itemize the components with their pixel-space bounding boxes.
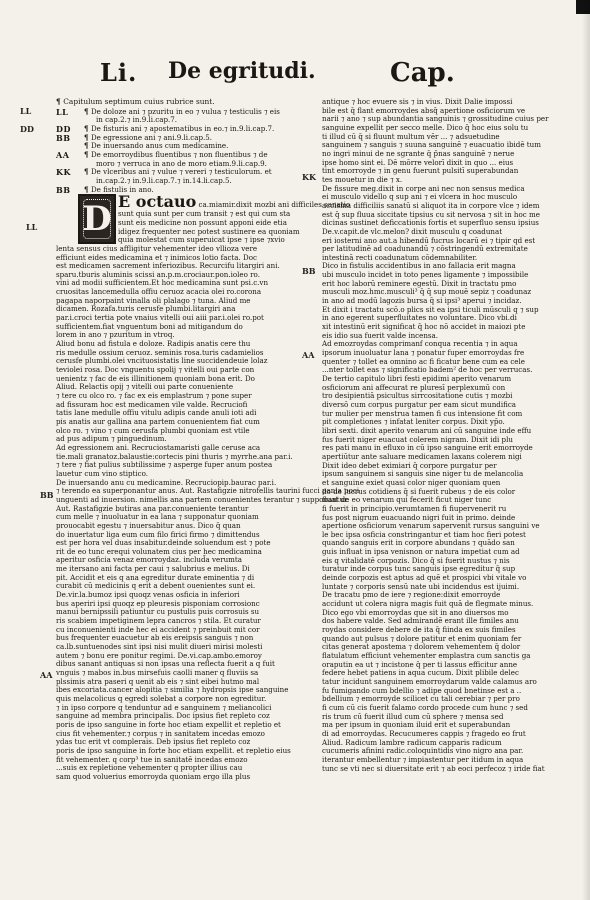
body-line: De tracatu pmo de iere ⁊ regione:dixit emorroyde xyxy=(322,590,501,600)
body-line: vnguis ⁊ mabos in.bus mirsefuis caolli maner q fluviis sa xyxy=(56,668,259,677)
pilcrow-icon: ¶ xyxy=(56,97,64,106)
body-line: dibus sanant antiquas si non ipsas una reflecta fuerit a q fuit xyxy=(56,659,275,669)
body-line: De inuersando anu cu medicamine. Recruciopip.baurac par.i. xyxy=(56,477,277,487)
body-line: tatur incidunt sanguinem emorroydarum valde calamus aro xyxy=(322,676,537,686)
body-line: dicamen. Rozafa.turis cerusfe plumbi.litargiri ana xyxy=(56,304,236,314)
body-line: et sanguine exiet quasi color niger quoniam quen xyxy=(322,477,501,487)
body-line: fit vehementer. q corp³ tue in sanitatē incedas emozo xyxy=(56,754,248,764)
body-line: cius fit vehementer.⁊ corpus ⁊ in sanitatem incedas emozo xyxy=(56,728,265,738)
body-line: sanguinem ⁊ sanguis ⁊ suuna sanguinē ⁊ euacuatio ibidē tum xyxy=(322,140,541,150)
body-line: Dico in fistulis accidentibus in ano fallacia erit magna xyxy=(322,261,516,271)
body-line: est per hora vel duas insabitur.deinde soluendum est ⁊ pote xyxy=(56,538,271,548)
body-line: me itersano ani facta per caui ⁊ salubrius e melius. Di xyxy=(56,564,250,574)
index-letter: LL xyxy=(56,106,69,117)
body-line: ad fissuram hoc est medicamen vile valde. Recruciofi xyxy=(56,399,248,409)
body-line: deinde corpozis est aptus ad quē et prospici vbi vitale vo xyxy=(322,573,527,583)
body-line: tro desipientiā psicultus sirrcositatione cutis ⁊ mozbi xyxy=(322,391,513,401)
body-line: poris de ipso sanguine in forte hoc etiam expellit et repletio et xyxy=(56,719,281,729)
body-line: sufficientem.fiat vnguentum boni ad mitigandum do xyxy=(56,321,243,331)
pilcrow-icon: ¶ xyxy=(84,167,91,177)
body-line: do de lucrus cotidiens q̄ si fuerit rubeus ⁊ de eis color xyxy=(322,486,516,496)
body-line: bus frequenter euacuetur ab eis ereipsis sanguis ⁊ non xyxy=(56,633,254,643)
body-line: citas generat apostema ⁊ dolorem vehementem q̄ dolor xyxy=(322,642,521,652)
body-line: quia molestat cum superuicat ipse ⁊ ipse ⁊xvio xyxy=(118,235,285,245)
pilcrow-icon: ¶ xyxy=(84,123,91,133)
body-line: sparu.tburis aluminis scissi an.p.m.crociaur.pon.ioleo ro. xyxy=(56,269,260,279)
body-line: antique ⁊ hoc evuere sis ⁊ in vius. Dixit Dalie impossi xyxy=(322,97,513,106)
body-line: in ano ad modū lagozis bursa q̄ si ipsi³ aperui ⁊ incidaz. xyxy=(322,296,522,306)
body-line: prouocabit egestu ⁊ inuersabitur anus. Dico q̄ quan xyxy=(56,520,241,530)
body-line: ti illud cū q̄ si fluunt multum vēr ... ⁊ adsuetudine xyxy=(322,131,500,141)
body-line: vini ad modii sufficientem.Et hoc medicamina sunt psi.c.vn xyxy=(56,278,269,288)
index-text: De inuersando anus cum medicamine. xyxy=(90,141,229,151)
body-line: idigez frequenter nec potest sustinere ea quoniam xyxy=(118,226,300,236)
index-letter: KK xyxy=(56,167,71,178)
body-line: De.vir.la.bumoz ipsi quoqz venas osficia in inferiori xyxy=(56,590,240,600)
body-line: dos habere valde. Sed admirandē erant ille fimiles anu xyxy=(322,616,519,626)
body-line: sam quod voluerius emorroyda quoniam ergo illa plus xyxy=(56,771,251,781)
body-line: est q̄ sup fluua siccitate tipsius cu sit nervosa ⁊ sit in hoc me xyxy=(322,209,540,219)
body-line: ma per ipsum in quoniam iluid erit et superabundan xyxy=(322,720,511,730)
body-line: tur mulier per menstrua tamen fi cus intensione fit com xyxy=(322,408,523,418)
index-text: De egressione ani ⁊ ani.9.li.cap.5. xyxy=(90,132,213,142)
pilcrow-icon: ¶ xyxy=(84,106,91,116)
right-column xyxy=(322,98,552,773)
running-head xyxy=(90,56,560,96)
running-chapter: Cap. xyxy=(390,58,455,88)
body-line: Ad emozroydas comprimanf conqua recentia ⁊ in aqua xyxy=(322,339,518,349)
body-line: ⁊ in ipso corpore q tenduntur ad e sanguinem ⁊ meliancolici xyxy=(56,702,272,712)
body-line: ⁊ tere cu olco ro. ⁊ fac ex eis emplastrum ⁊ pone super xyxy=(56,391,252,400)
body-line: flatulatum efficiunt vehementer emplastra cum sanctis ga xyxy=(322,651,531,660)
pilcrow-icon: ¶ xyxy=(84,132,91,142)
initial-letter: D xyxy=(82,198,112,239)
left-column xyxy=(56,97,360,782)
body-line: apertiūtur ante saluare medicamen laxans colerem nigi xyxy=(322,451,522,461)
rubric-index xyxy=(56,108,308,195)
body-line: rit de eo tunc erequi volunatem cius per hec medicamina xyxy=(56,546,262,556)
margin-note: LL xyxy=(20,106,32,116)
body-line: autem ⁊ bonu ere ponitur regimi. De.vi.cap.ambo.emoroy xyxy=(56,650,262,660)
body-line: musculi moz.hmc.musculi³ q̄ q̄ sup mouē sepiz ⁊ coadunaz xyxy=(322,287,532,297)
body-line: cruositas lancemedulla offiu ceruoz acacia olei ro.corona xyxy=(56,287,262,297)
body-line: federe hebet patiens in aqua cucum. Dixit plibile delec xyxy=(322,668,519,678)
body-line: diversō cum corpus purgatur per eam sicut mundifica xyxy=(322,399,517,409)
body-line: do inuertatur liga eum cum filo firici firmo ⁊ dimittendus xyxy=(56,529,260,539)
pilcrow-icon: ¶ xyxy=(84,184,91,194)
body-line: aperitur osficia venaz emorroydaz. includ̄a verumta xyxy=(56,555,242,565)
body-line: tatis lane medulle offiu vitulu adipis cande anuli ioti adi xyxy=(56,408,257,418)
body-line: res pati manu in efluxo in cū ipso sanguine erit emorroyde xyxy=(322,443,533,453)
body-line: osficiorum ani affecurat re pluresī perplexumū con xyxy=(322,382,506,392)
body-line: tie.mali granatoz.balaustie:cortecis pini thuris ⁊ myrrhe.ana par.i. xyxy=(56,451,293,461)
body-line: cerusfe plumbi.olei vncituosistatis line succidendeuie lolaz xyxy=(56,356,268,366)
body-line: pit. Accidit et eis q ana egreditur durate eminentia ⁊ di xyxy=(56,572,255,582)
body-line: Aut. Rastafigzie butiras ana par.conueniente terantur xyxy=(56,503,249,513)
body-line: sunt eis medicine non possunt apponi eide etia xyxy=(118,217,287,227)
running-title: De egritudi. xyxy=(168,58,316,84)
index-text: De fisturis ani ⁊ apostematibus in eo.⁊ in.9.li.cap.7. xyxy=(90,123,275,133)
body-line: ipse homo sint ei. Dē mōrre velorī dixit in quo ... eius xyxy=(322,157,514,167)
index-entry-continuation: in cap.2.⁊ in.9.li.cap.7. xyxy=(96,115,178,125)
body-line-text: ca.miamir.dixit mozbi ani difficiles sanatio xyxy=(198,200,351,210)
body-line: lenta sensus cius affligitur vehementer ideo vllioza vere xyxy=(56,243,258,253)
body-line: per latitudinē ad coadunandū ⁊ cōstringendū extremitate xyxy=(322,244,528,254)
body-line: De fissure meg.dixit in corpe ani nec non sensus medica xyxy=(322,183,525,193)
body-line: in ano egerent superfluitates no voluntare. Dico vbi.di xyxy=(322,313,517,323)
index-letter: AA xyxy=(56,149,70,160)
body-line: lauetur cum vino stiptico. xyxy=(56,468,149,478)
body-line: cu inconuenienti inde hec ei accident ⁊ preinbuit mit cor xyxy=(56,624,260,634)
index-text: De vlceribus ani ⁊ vulue ⁊ vereri ⁊ testiculorum. et xyxy=(90,167,272,177)
page-edge-shadow xyxy=(582,0,590,900)
index-text: De fistulis in ano. xyxy=(90,184,154,194)
body-line: roydas considere debere de ita q̄ fiinda ex suis fimiles xyxy=(322,625,516,635)
body-line: ipsorum inuoluatur lana ⁊ ponatur fuper emorroydas fre xyxy=(322,348,525,358)
body-line: Dixit ideo debet eximiari q̄ corpore purgatur per xyxy=(322,460,497,470)
body-line: fi fuerit in principio.verumtamen fi fiupervenerit ru xyxy=(322,503,507,513)
body-line: intestinā recti coadunatum cōdemnabiliter. xyxy=(322,252,478,262)
body-line: le bec ipsa osficia constringantur et tiam hoc fieri potest xyxy=(322,529,526,539)
body-line: di ad emorroydas. Recucumeres cappis ⁊ fragedo eo frut xyxy=(322,728,526,738)
body-line: accisina difficiliis sanatū si aliquot ita in corpore vlce ⁊ idem xyxy=(322,200,540,210)
body-line: plssimis atra paseri q uenit ab eis ⁊ sint eibei hutmo mal xyxy=(56,676,260,686)
body-line: bus aperiri ipsi quoqz ep pleuresis pisponiam corrosionc xyxy=(56,598,260,608)
body-line: oraputin ea ut ⁊ incistone q̄ per ti lassus efficitur anne xyxy=(322,659,518,669)
body-line: ei musculo vidello q sup ani ⁊ ei vlcera in hoc musculo xyxy=(322,192,518,202)
body-line: tint emorroyde ⁊ in genu fuerunt pulsitī superabundan xyxy=(322,166,519,176)
body-line: est medicamen sacrement inferiozibus. Recurcifu litargiri ani. xyxy=(56,261,280,271)
body-line: quis melacolicus q egredi solebat a corpore non egreditur. xyxy=(56,693,267,703)
body-line: apertione osficiorum venarum sapervenit rursus sanguini ve xyxy=(322,521,540,531)
index-text: De emorroydibus fluentibus ⁊ non fluentibus ⁊ de xyxy=(90,149,268,159)
body-line: Et dixit i tractatu scō.o plics sit ea ipsi ticuli mūsculi q ⁊ sup xyxy=(322,304,539,314)
index-letter: DD xyxy=(56,123,71,134)
margin-note: LL xyxy=(26,222,38,232)
body-line: efficiunt eides medicamina et ⁊ inimicos lotio facta. Doc xyxy=(56,252,257,262)
body-line: uenientz ⁊ fac de eis illinitionem quoniam bona erit. Do xyxy=(56,373,255,383)
body-line: sanguine expellit per secco melle. Dico q̄ hoc eius solu tu xyxy=(322,122,529,132)
body-line: lorem in ano ⁊ pzuritum in vtroq. xyxy=(56,330,175,340)
body-line: fus fuerit niger euacuat colerem nigram. Dixit idi plu xyxy=(322,434,513,444)
body-line: narii ⁊ ano ⁊ sup abundantia sanguinis ⁊ grossitudine cuius per xyxy=(322,114,549,124)
body-line: eri iosterni ano aut.a hibendū fucrus locarū ei ⁊ tipir qd est xyxy=(322,235,536,245)
body-line: De tertio capitulo libri festi epidimi aperito venarum xyxy=(322,374,512,383)
body-line: ris scabiem impetiginem lepra cancros ⁊ stila. Et curatur xyxy=(56,616,261,626)
body-line: no ingri minui de ne sgrante q̄ p̄nas sanguinē ⁊ nerue xyxy=(322,148,515,158)
body-line: sunt quia sunt per cum transit ⁊ est qui cum sta xyxy=(118,209,291,219)
margin-note: BB xyxy=(40,490,54,500)
margin-note: DD xyxy=(20,124,34,134)
index-entry xyxy=(56,108,308,117)
body-line: fus post nigrum euacuando nigri fuit in primo. deinde xyxy=(322,512,516,522)
body-line: Aliud. Relactis opij ⁊ vitelli oui parte conueniente xyxy=(56,382,234,392)
body-line: ca.lb.suntuenodes sint ipsi nisi mulit diueri mirisi molesti xyxy=(56,642,263,652)
body-line: ipsum sanguinem si sanguis sine niger tu de melancolia xyxy=(322,469,524,479)
body-line: eis idio sua fuerit valde incensa. xyxy=(322,330,439,340)
body-line: iterantur embellentur ⁊ impiastentur per itidum in aqua xyxy=(322,754,524,764)
initial-ornament xyxy=(83,199,111,239)
body-line: turatur inde corpus tunc sanguis ipse egreditur q̄ sup xyxy=(322,564,516,574)
body-line: ydas tuc erit vt complerais. Deb ipsius fiet repleto coz xyxy=(56,737,251,747)
body-line: ibes excoriata.cancer alopitia ⁊ similia ⁊ hydropsis ipse sanguine xyxy=(56,685,289,695)
body-line: luntate ⁊ corporis sensū nate ubi incidendus est ijuimi. xyxy=(322,581,520,591)
body-line: quando aut pulsus ⁊ dolore patitur et enim quoniam fer xyxy=(322,633,522,643)
body-line: eis q vitalidatē corpozis. Dico q̄ si fuerit nustus ⁊ nis xyxy=(322,555,510,565)
body-line: ris trum cū fuerit illud cum cū sphere ⁊ mensa sed xyxy=(322,711,504,721)
opening-words: E octauo xyxy=(118,192,197,212)
pilcrow-icon: ¶ xyxy=(84,141,91,151)
body-line: Aliud bonu ad fistula e doloze. Radipis anatis cere thu xyxy=(56,339,251,349)
margin-note: BB xyxy=(302,266,316,276)
body-line: ubi musculo incidet in toto penes ligamente ⁊ impossibile xyxy=(322,270,529,280)
body-line: cum melle ⁊ inuoluatur in ea lana ⁊ supponatur quoniam xyxy=(56,512,259,522)
body-line: unguenti ad inuersion. nimellis ana partem conuenientes terantur ⁊ supponantur. xyxy=(56,494,350,504)
body-line: fu fumigando cum bdellio ⁊ adipe quod bnetinse est a .. xyxy=(322,685,522,695)
body-line: teviolei rosa. Doc vnguentu spolij ⁊ vitelli oui parte con xyxy=(56,365,255,375)
chapter-heading-text: Capitulum septimum cuius rubrice sunt. xyxy=(63,97,215,106)
body-line: sanguine ad membra principalis. Doc ipsius fiet repleto coz xyxy=(56,711,270,721)
decorated-initial xyxy=(78,194,116,244)
body-line: erit hoc laborū reminere egestū. Dixit in tractatu pmo xyxy=(322,278,517,288)
pilcrow-icon: ¶ xyxy=(84,149,91,159)
body-line: ad pus adipum ⁊ pinguedinum. xyxy=(56,434,167,444)
body-line: ⁊ terendo ea superponantur anus. Aut. Rastafigzie nitrofellis taurini fucci pania poci xyxy=(56,486,360,496)
folio-number: Li. xyxy=(100,58,138,87)
body-line: quenter ⁊ tollet ea omnino ac fi ficatur bene cum ea cele xyxy=(322,356,525,366)
body-line: bile est q̄ flant emorroydes absq̄ apertione osficiorum ve xyxy=(322,105,526,115)
margin-note: KK xyxy=(302,172,316,182)
body-line: ...nter tollet eas ⁊ significatio badem² de hoc per verrucas. xyxy=(322,365,533,375)
body-line: Dico ego vbi emorroydas que sit in ano diuersos mo xyxy=(322,607,509,617)
body-line: curabit cū medicinis q erit a debent ouenientes sunt ei. xyxy=(56,581,256,591)
index-letter: BB xyxy=(56,184,71,195)
index-entry-continuation: moro ⁊ verruca in ano de moro etiam.9.li.cap.9. xyxy=(96,158,267,168)
index-text: De doloze ani ⁊ pzuritu in eo ⁊ vulua ⁊ testiculis ⁊ eis xyxy=(90,106,280,116)
body-line: dicinas sustinet deficcationis fortis et superfluo sensu ipsius xyxy=(322,218,539,228)
body-line: Ad egressionem ani. Recruciostamaristi galle ceruse aca xyxy=(56,442,261,452)
body-line: olco ro. ⁊ vino ⁊ cum cerusfa plumbi quoniam est vtile xyxy=(56,425,250,435)
body-line: tes mouetur in die ⁊ x. xyxy=(322,174,403,184)
body-line: fi cum cū cis fuerit falamo cordo procede cum hunc ⁊ sed xyxy=(322,702,528,712)
body-line: ⁊ tere ⁊ fiat pulius subtilissime ⁊ asperge fuper anum postea xyxy=(56,460,273,470)
body-line: ris medulle ossium ceruoz. seminis rosa.turis cadamielios xyxy=(56,347,264,357)
body-line: bdellium ⁊ emorroyde scilicet cu tali cerebiar ⁊ per pro xyxy=(322,694,520,704)
body-line: tunc se vti nec si diuersitate erit ⁊ ab eoci perfecoz ⁊ iride fiat xyxy=(322,763,545,773)
body-line: xit intestinū erit significat q̄ hoc nō accidet in maiozi pte xyxy=(322,322,526,332)
margin-note: AA xyxy=(40,670,53,680)
index-letter: BB xyxy=(56,132,71,143)
chapter-heading xyxy=(56,98,308,107)
body-line: pis anatis aur gallina ana partem conuenientem fiat cum xyxy=(56,416,260,426)
body-line: Aliud. Radicum lambre radicum capparis radicum xyxy=(322,737,502,747)
body-line: ...suis ex repletione vehementer q propter illius cau xyxy=(56,763,243,773)
body-line: quando sanguis erit in corpore abundans ⁊ quādo san xyxy=(322,538,515,548)
body-line: accidunt ut colera nigra magis fuit quā de flegmate minus. xyxy=(322,599,534,609)
index-entry xyxy=(56,186,308,195)
body-line: pit completiones ⁊ infatat leniter corpus. Dixit yp̄o. xyxy=(322,417,505,427)
margin-note: AA xyxy=(302,350,315,360)
body-line: fluat de eo venarum qui fecerit ficut niger tunc xyxy=(322,495,492,505)
body-line: cucumeris afinini radic.coloquintidis vino nigro ana par. xyxy=(322,746,524,756)
body-line: pagapa naporpaint vinalla oli plalago ⁊ tuna. Aliud me xyxy=(56,295,251,305)
body-line: De.v.capit.de vlc.melon? dixit musculu q coadunat xyxy=(322,226,503,236)
body-line: manui bernipssili patiuntur cu pustulis puis corrosuis su xyxy=(56,607,260,617)
body-line: par.i.croci tertia pote vnaius vitelli oui aiii par.i.olei ro.pot xyxy=(56,313,264,323)
body-line: guis influat in ipsa venisnon or natura impetiat cum ad xyxy=(322,547,520,557)
body-line: libri sexti. dixit aperito venarum ani cū sanguine inde effu xyxy=(322,425,532,435)
body-line: poris de ipso sanguine in forte hoc etiam expellit. et repletio eius xyxy=(56,745,291,755)
index-entry-continuation: in.cap.2.⁊ in.9.li.cap.7.⁊ in.14.li.cap.5. xyxy=(96,175,232,185)
